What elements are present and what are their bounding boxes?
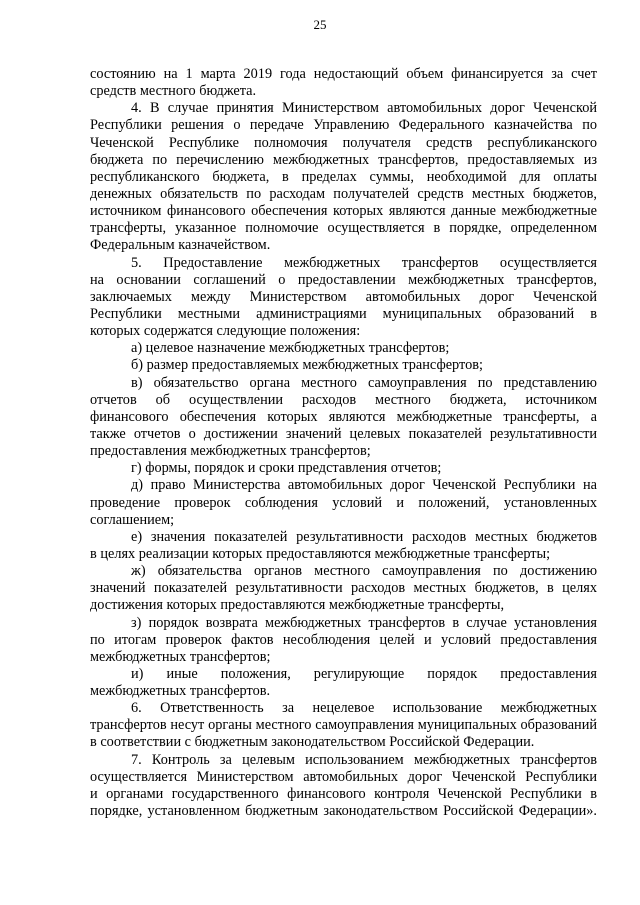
text-line: и органами государственного финансового контроля Чеченской Республики в [90,785,597,802]
text-line: осуществляется Министерством автомобильных дорог Чеченской Республики [90,768,597,785]
text-line: а) целевое назначение межбюджетных трансфертов; [131,340,450,357]
text-line: которых содержатся следующие положения: [90,323,361,340]
text-line: в соответствии с бюджетным законодательством Российской Федерации. [90,734,535,751]
text-line: также отчетов о достижении значений целевых показателей результативности [90,425,597,442]
text-line: в целях реализации которых предоставляются межбюджетные трансферты; [90,545,551,562]
text-line: источником финансового обеспечения которых являются данные межбюджетные [90,203,597,220]
text-line: межбюджетных трансфертов; [90,648,271,665]
text-line: проведение проверок соблюдения условий и положений, установленных [90,494,597,511]
text-line: и) иные положения, регулирующие порядок предоставления [131,665,597,682]
text-line: 5. Предоставление межбюджетных трансфертов осуществляется [131,254,597,271]
text-line: на основании соглашений о предоставлении межбюджетных трансфертов, [90,271,597,288]
text-line: состоянию на 1 марта 2019 года недостающий объем финансируется за счет [90,66,597,82]
text-line: денежных обязательств по расходам получателей средств местных бюджетов, [90,185,597,202]
text-line: достижения которых предоставляются межбюджетные трансферты, [90,597,505,614]
text-line: порядке, установленном бюджетным законодательством Российской Федерации». [90,803,597,820]
text-line: Федеральным казначейством. [90,237,271,254]
text-line: е) значения показателей результативности расходов местных бюджетов [131,528,597,545]
text-line: 4. В случае принятия Министерством автомобильных дорог Чеченской [131,100,597,117]
text-line: ж) обязательства органов местного самоуправления по достижению [131,563,597,580]
text-line: Республики местными администрациями муниципальных образований в [90,305,597,322]
text-line: межбюджетных трансфертов. [90,683,271,700]
text-line: в) обязательство органа местного самоуправления по представлению [131,374,597,391]
text-line: 7. Контроль за целевым использованием межбюджетных трансфертов [131,751,597,768]
text-line: Республики решения о передаче Управлению Федерального казначейства по [90,117,597,134]
text-line: предоставления межбюджетных трансфертов; [90,443,371,460]
text-line: по итогам проверок фактов несоблюдения целей и условий предоставления [90,631,597,648]
text-line: республиканского бюджета, в пределах суммы, необходимой для оплаты [90,168,597,185]
text-line: трансфертов несут органы местного самоуправления муниципальных образований [90,717,597,734]
text-line: г) формы, порядок и сроки представления отчетов; [131,460,442,477]
text-line: бюджета по перечислению межбюджетных трансфертов, предоставляемых из [90,151,597,168]
text-line: значений показателей результативности расходов местных бюджетов, в целях [90,580,597,597]
text-line: з) порядок возврата межбюджетных трансфертов в случае установления [131,614,597,631]
text-line: средств местного бюджета. [90,83,257,100]
page-number: 25 [313,17,327,32]
text-line: трансферты, указанное полномочие осуществляется в порядке, определенном [90,220,597,237]
text-line: отчетов об осуществлении расходов местного бюджета, источником [90,391,597,408]
text-line: б) размер предоставляемых межбюджетных трансфертов; [131,357,483,374]
document-body [90,66,597,820]
text-line: д) право Министерства автомобильных дорог Чеченской Республики на [131,477,597,494]
text-line: Чеченской Республике полномочия получателя средств республиканского [90,134,597,151]
text-line: 6. Ответственность за нецелевое использование межбюджетных [131,700,597,717]
text-line: финансового обеспечения которых являются межбюджетные трансферты, а [90,408,597,425]
text-line: заключаемых между Министерством автомобильных дорог Чеченской [90,288,597,305]
text-line: соглашением; [90,511,175,528]
